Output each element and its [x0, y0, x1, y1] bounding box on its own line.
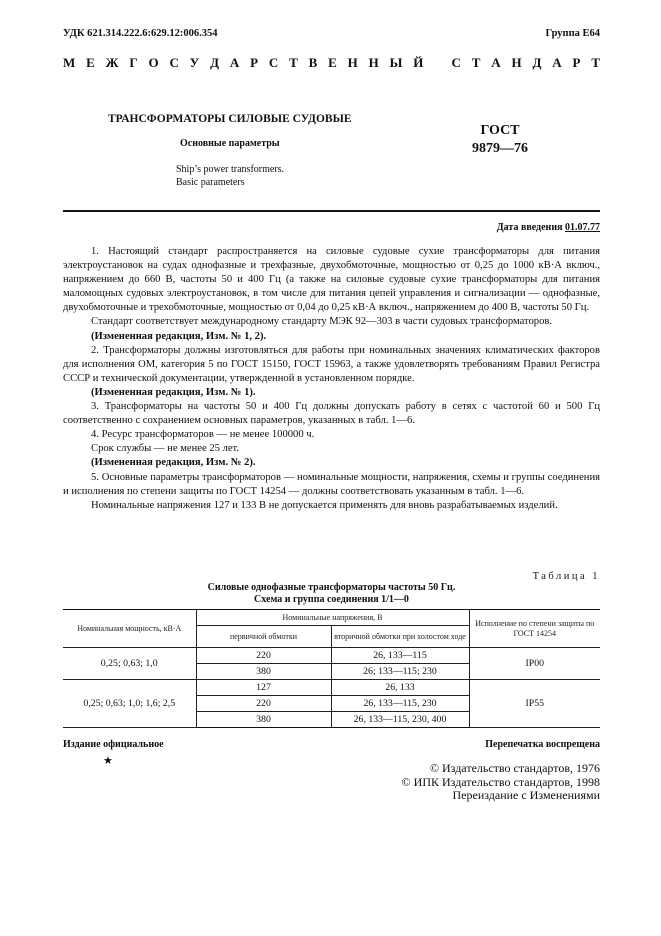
gost-number	[472, 122, 528, 158]
copyright-1998: © ИПК Издательство стандартов, 1998	[401, 774, 600, 789]
cell-power: 0,25; 0,63; 1,0	[63, 648, 196, 680]
star-icon: ★	[103, 755, 113, 767]
cell-secondary: 26, 133—115, 230, 400	[331, 712, 469, 728]
table-caption	[63, 582, 600, 606]
body-paragraph: 4. Ресурс трансформаторов — не менее 100000 ч.	[91, 429, 315, 441]
cell-primary: 127	[196, 680, 331, 696]
body-paragraph: Срок службы — не менее 25 лет.	[91, 443, 240, 455]
english-title-line-1: Ship’s power transformers.	[176, 164, 285, 175]
gost-label: ГОСТ	[480, 123, 520, 138]
header-secondary: вторичной обмотки при холостом ходе	[331, 626, 469, 648]
table-label: Таблица 1	[532, 571, 600, 582]
reissue-note: Переиздание с Изменениями	[452, 788, 600, 802]
copyright-1976: © Издательство стандартов, 1976	[429, 761, 600, 775]
banner-letters: М Е Ж Г О С У Д А Р С Т В Е Н Н Ы Й С Т А Н Д А Р Т	[63, 55, 600, 70]
reprint-notice: Перепечатка воспрещена	[485, 739, 600, 750]
copyright-block	[402, 762, 600, 803]
body-paragraph: 1. Настоящий стандарт распространяется на силовые судовые сухие трансформаторы для питания электроустановок на судах однофазные и трехфазные, двухобмоточные, мощностью от 0,25 до 1000 кВ·А включ., напряжением до 660 В, частоты 50 и 400 Гц (а также на силовые судовые сухие трансформаторы для питания маломощных судовых электроустановок, в том числе для питания цепей управления и сигнализации — однофазные, двухобмоточные и трехобмоточные, мощностью от 0,04 до 0,25 кВ·А включ., напряжением до 400 В, частоты 50 Гц.	[63, 246, 600, 314]
document-subtitle: Основные параметры	[180, 138, 280, 149]
english-title-line-2: Basic parameters	[176, 177, 245, 188]
document-body	[63, 245, 600, 513]
english-title	[176, 163, 284, 189]
body-paragraph: Номинальные напряжения 127 и 133 В не допускается применять для вновь разрабатываемых изделий.	[91, 499, 558, 511]
cell-secondary: 26; 133—115; 230	[331, 664, 469, 680]
cell-primary: 220	[196, 696, 331, 712]
cell-primary: 380	[196, 664, 331, 680]
table-caption-line-1: Силовые однофазные трансформаторы частоты 50 Гц.	[207, 582, 456, 593]
cell-secondary: 26, 133	[331, 680, 469, 696]
table-caption-line-2: Схема и группа соединения 1/1—0	[254, 594, 409, 605]
amendment-note: (Измененная редакция, Изм. № 2).	[91, 457, 256, 469]
header-protection: Исполнение по степени защиты по ГОСТ 14254	[469, 610, 600, 648]
effective-date	[497, 222, 600, 233]
udk-code: УДК 621.314.222.6:629.12:006.354	[63, 28, 218, 39]
amendment-note: (Измененная редакция, Изм. № 1, 2).	[91, 330, 267, 342]
cell-secondary: 26, 133—115, 230	[331, 696, 469, 712]
standard-banner	[63, 55, 600, 71]
cell-protection: IP55	[469, 680, 600, 728]
gost-code: 9879—76	[472, 141, 528, 156]
body-paragraph: Стандарт соответствует международному стандарту МЭК 92—303 в части судовых трансформаторов.	[91, 316, 553, 328]
cell-secondary: 26, 133—115	[331, 648, 469, 664]
effective-date-value: 01.07.77	[565, 222, 600, 233]
header-divider	[63, 210, 600, 212]
cell-protection: IP00	[469, 648, 600, 680]
parameters-table	[63, 609, 600, 728]
cell-primary: 380	[196, 712, 331, 728]
effective-date-label: Дата введения	[496, 222, 565, 233]
table-row	[63, 680, 600, 696]
header-primary: первичной обмотки	[196, 626, 331, 648]
header-voltages: Номинальные напряжения, В	[196, 610, 469, 626]
cell-power: 0,25; 0,63; 1,0; 1,6; 2,5	[63, 680, 196, 728]
body-paragraph: 3. Трансформаторы на частоты 50 и 400 Гц должны допускать работу в сетях с частотой 60 и 500 Гц соответственно с сохранением основных параметров, указанных в табл. 1—6.	[63, 401, 600, 427]
cell-primary: 220	[196, 648, 331, 664]
amendment-note: (Измененная редакция, Изм. № 1).	[91, 386, 256, 398]
table-row	[63, 648, 600, 664]
group-code: Группа Е64	[545, 28, 600, 39]
official-edition: Издание официальное	[63, 739, 164, 750]
document-title: ТРАНСФОРМАТОРЫ СИЛОВЫЕ СУДОВЫЕ	[108, 113, 352, 125]
body-paragraph: 2. Трансформаторы должны изготовляться для работы при номинальных значениях климатических факторов для исполнения ОМ, категория 5 по ГОСТ 15150, ГОСТ 15963, а также удовлетворять требованиям Правил Регистра СССР и технической документации, утвержденной в установленном порядке.	[63, 344, 600, 384]
body-paragraph: 5. Основные параметры трансформаторов — номинальные мощности, напряжения, схемы и группы соединения и исполнения по степени защиты по ГОСТ 14254 — должны соответствовать указанным в табл. 1—6.	[63, 471, 600, 497]
header-power: Номинальная мощность, кВ·А	[63, 610, 196, 648]
